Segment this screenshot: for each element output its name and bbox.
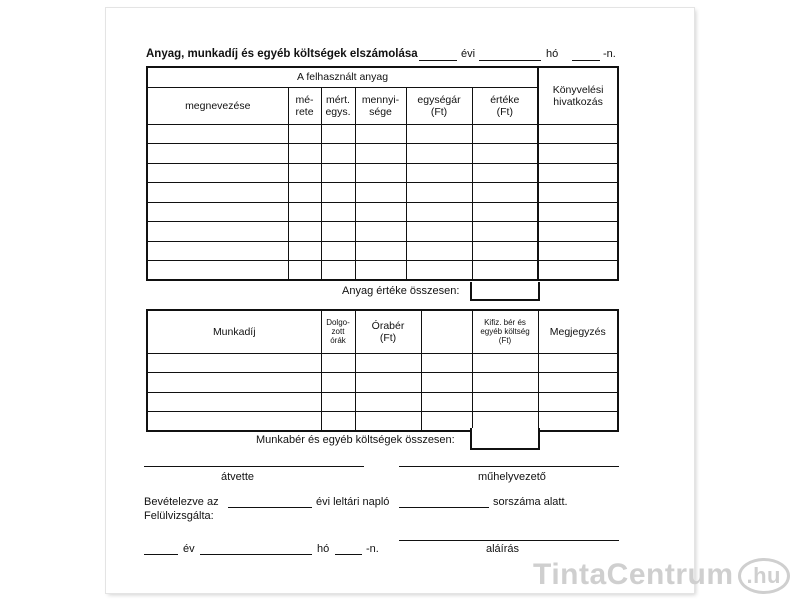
- signature-line[interactable]: [399, 540, 619, 541]
- material-row: [147, 163, 618, 183]
- booking-mid: évi leltári napló: [316, 496, 390, 508]
- year-blank[interactable]: [419, 60, 457, 61]
- labor-cell[interactable]: [421, 392, 472, 412]
- material-col-header-5: értéke (Ft): [472, 87, 538, 124]
- labor-cell[interactable]: [355, 353, 421, 373]
- material-cell[interactable]: [538, 261, 618, 281]
- labor-cell[interactable]: [472, 373, 538, 393]
- reviewed-label: Felülvizsgálta:: [144, 510, 214, 522]
- material-col-header-2: mért. egys.: [321, 87, 355, 124]
- day-label: -n.: [603, 48, 616, 60]
- material-cell[interactable]: [147, 241, 288, 261]
- material-cell[interactable]: [147, 124, 288, 144]
- material-col-header-0: megnevezése: [147, 87, 288, 124]
- material-cell[interactable]: [472, 241, 538, 261]
- material-cell[interactable]: [147, 163, 288, 183]
- labor-cell[interactable]: [321, 373, 355, 393]
- footer-month-label: hó: [317, 543, 330, 555]
- material-cell[interactable]: [406, 183, 472, 203]
- labor-cell[interactable]: [421, 353, 472, 373]
- watermark-brand: TintaCentrum: [533, 557, 734, 591]
- material-cell[interactable]: [147, 144, 288, 164]
- booking-prefix: Bevételezve az: [144, 496, 219, 508]
- signature-label: aláírás: [486, 543, 520, 555]
- material-cell[interactable]: [355, 144, 406, 164]
- material-cell[interactable]: [321, 241, 355, 261]
- labor-cell[interactable]: [472, 353, 538, 373]
- labor-cell[interactable]: [538, 392, 618, 412]
- labor-cell[interactable]: [147, 373, 321, 393]
- material-cell[interactable]: [321, 144, 355, 164]
- month-blank[interactable]: [479, 60, 541, 61]
- material-cell[interactable]: [321, 261, 355, 281]
- footer-day-label: -n.: [366, 543, 379, 555]
- material-group-header: A felhasznált anyag: [147, 67, 538, 87]
- labor-col-header-2: Órabér (Ft): [355, 310, 421, 353]
- footer-month-blank[interactable]: [200, 554, 312, 555]
- material-cell[interactable]: [355, 222, 406, 242]
- labor-cell[interactable]: [147, 412, 321, 432]
- labor-row: [147, 392, 618, 412]
- labor-total-box[interactable]: [470, 428, 540, 450]
- material-cell[interactable]: [288, 163, 321, 183]
- labor-row: [147, 412, 618, 432]
- material-cell[interactable]: [406, 202, 472, 222]
- labor-col-header-3: [421, 310, 472, 353]
- material-cell[interactable]: [538, 183, 618, 203]
- labor-cell[interactable]: [147, 392, 321, 412]
- watermark-tld: .hu: [738, 558, 791, 594]
- material-cell[interactable]: [321, 183, 355, 203]
- material-cell[interactable]: [288, 202, 321, 222]
- material-cell[interactable]: [321, 124, 355, 144]
- material-cell[interactable]: [288, 261, 321, 281]
- labor-col-header-4: Kifiz. bér és egyéb költség (Ft): [472, 310, 538, 353]
- material-cell[interactable]: [147, 202, 288, 222]
- workshop-manager-line[interactable]: [399, 466, 619, 467]
- material-cell[interactable]: [406, 261, 472, 281]
- booking-year-blank[interactable]: [228, 507, 312, 508]
- day-blank[interactable]: [572, 60, 600, 61]
- material-cell[interactable]: [147, 222, 288, 242]
- material-cell[interactable]: [538, 222, 618, 242]
- labor-total-label: Munkabér és egyéb költségek összesen:: [256, 434, 455, 446]
- material-cell[interactable]: [406, 241, 472, 261]
- material-cell[interactable]: [288, 222, 321, 242]
- labor-cell[interactable]: [355, 412, 421, 432]
- material-cell[interactable]: [321, 202, 355, 222]
- labor-cell[interactable]: [355, 392, 421, 412]
- form-sheet: [106, 8, 694, 593]
- labor-cell[interactable]: [321, 353, 355, 373]
- labor-cell[interactable]: [472, 392, 538, 412]
- material-cell[interactable]: [321, 222, 355, 242]
- labor-cell[interactable]: [147, 353, 321, 373]
- year-label: évi: [461, 48, 476, 60]
- material-cell[interactable]: [472, 202, 538, 222]
- material-cell[interactable]: [321, 163, 355, 183]
- labor-cell[interactable]: [421, 412, 472, 432]
- material-cell[interactable]: [288, 144, 321, 164]
- material-cell[interactable]: [355, 241, 406, 261]
- material-col-header-3: mennyi- sége: [355, 87, 406, 124]
- material-cell[interactable]: [147, 261, 288, 281]
- material-cell[interactable]: [538, 124, 618, 144]
- material-cell[interactable]: [355, 261, 406, 281]
- material-col-header-1: mé- rete: [288, 87, 321, 124]
- material-total-box[interactable]: [470, 282, 540, 301]
- material-cell[interactable]: [147, 183, 288, 203]
- booking-number-blank[interactable]: [399, 507, 489, 508]
- material-cell[interactable]: [472, 222, 538, 242]
- labor-cell[interactable]: [538, 353, 618, 373]
- footer-day-blank[interactable]: [335, 554, 362, 555]
- material-table: [146, 66, 619, 281]
- material-cell[interactable]: [406, 144, 472, 164]
- labor-cell[interactable]: [538, 373, 618, 393]
- material-cell[interactable]: [288, 183, 321, 203]
- workshop-manager-label: műhelyvezető: [478, 471, 546, 483]
- material-cell[interactable]: [538, 241, 618, 261]
- material-cell[interactable]: [406, 163, 472, 183]
- material-row: [147, 222, 618, 242]
- labor-col-header-5: Megjegyzés: [538, 310, 618, 353]
- labor-cell[interactable]: [421, 373, 472, 393]
- material-cell[interactable]: [355, 202, 406, 222]
- material-cell[interactable]: [472, 261, 538, 281]
- material-row: [147, 261, 618, 281]
- material-cell[interactable]: [355, 124, 406, 144]
- material-cell[interactable]: [538, 163, 618, 183]
- material-cell[interactable]: [472, 183, 538, 203]
- received-by-label: átvette: [221, 471, 255, 483]
- accounting-ref-header: Könyvelési hivatkozás: [538, 67, 618, 124]
- material-cell[interactable]: [472, 163, 538, 183]
- material-col-header-4: egységár (Ft): [406, 87, 472, 124]
- labor-col-header-1: Dolgo- zott órák: [321, 310, 355, 353]
- labor-row: [147, 353, 618, 373]
- labor-row: [147, 373, 618, 393]
- booking-suffix: sorszáma alatt.: [493, 496, 568, 508]
- material-row: [147, 202, 618, 222]
- material-cell[interactable]: [355, 163, 406, 183]
- material-cell[interactable]: [406, 222, 472, 242]
- labor-cell[interactable]: [321, 392, 355, 412]
- labor-table: [146, 309, 619, 432]
- labor-cell[interactable]: [321, 412, 355, 432]
- material-row: [147, 241, 618, 261]
- labor-cell[interactable]: [355, 373, 421, 393]
- material-row: [147, 183, 618, 203]
- material-cell[interactable]: [288, 241, 321, 261]
- material-cell[interactable]: [538, 144, 618, 164]
- material-cell[interactable]: [472, 124, 538, 144]
- labor-col-header-0: Munkadíj: [147, 310, 321, 353]
- received-by-line[interactable]: [144, 466, 364, 467]
- material-cell[interactable]: [355, 183, 406, 203]
- footer-year-label: év: [183, 543, 195, 555]
- month-label: hó: [546, 48, 559, 60]
- form-title: Anyag, munkadíj és egyéb költségek elszámolása: [146, 48, 418, 60]
- material-total-label: Anyag értéke összesen:: [342, 285, 460, 297]
- material-row: [147, 144, 618, 164]
- material-cell[interactable]: [538, 202, 618, 222]
- footer-year-blank[interactable]: [144, 554, 178, 555]
- watermark-logo: [533, 558, 790, 594]
- material-cell[interactable]: [472, 144, 538, 164]
- material-cell[interactable]: [288, 124, 321, 144]
- material-row: [147, 124, 618, 144]
- labor-cell[interactable]: [538, 412, 618, 432]
- material-cell[interactable]: [406, 124, 472, 144]
